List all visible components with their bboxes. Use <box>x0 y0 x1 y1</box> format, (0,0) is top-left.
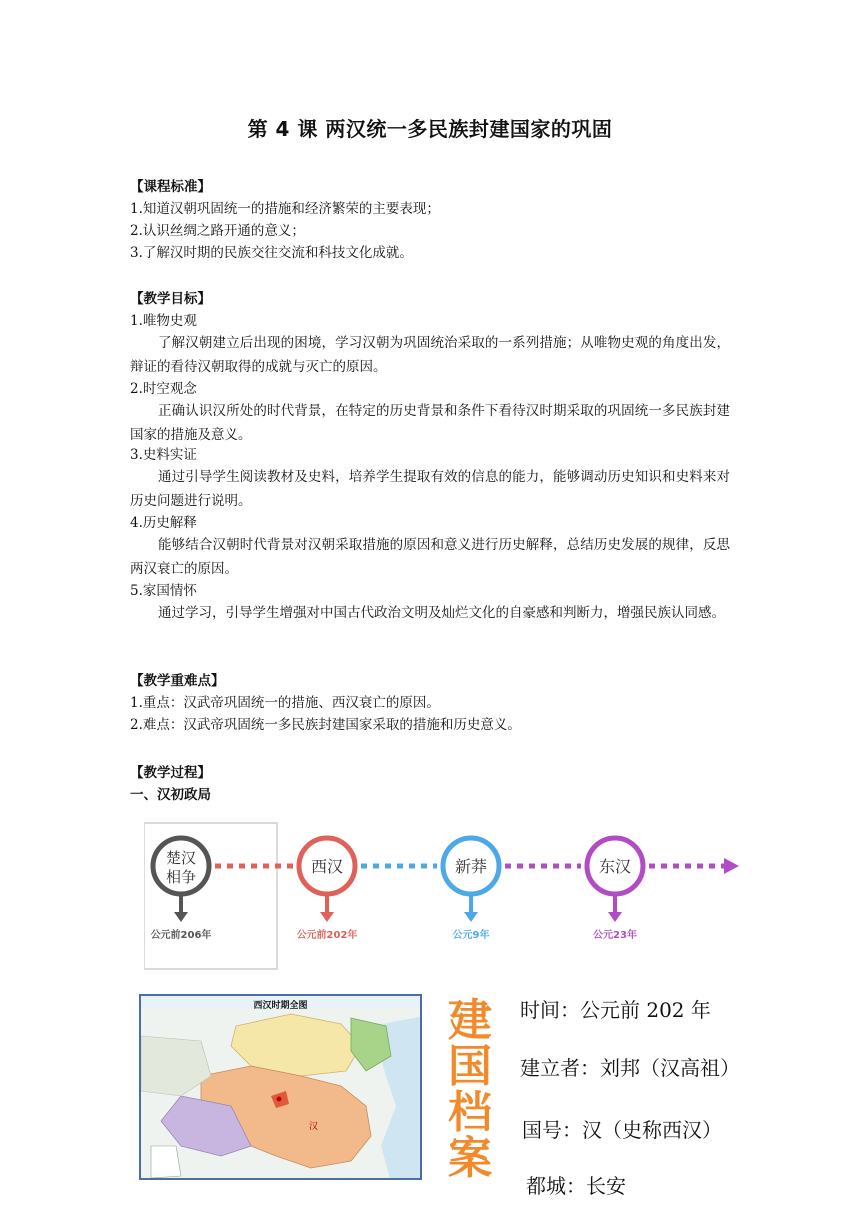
goals-heading: 【教学目标】 <box>130 291 211 307</box>
western-han-map <box>139 994 422 1180</box>
goal-text: 了解汉朝建立后出现的困境，学习汉朝为巩固统治采取的一系列措施；从唯物史观的角度出发，辩证的看待汉朝取得的成就与灭亡的原因。 <box>130 335 730 375</box>
keypoints-heading: 【教学重难点】 <box>130 673 225 689</box>
goal-label: 3.史料实证 <box>130 447 197 463</box>
goal-label: 4.历史解释 <box>130 515 197 531</box>
timeline-node <box>151 838 212 941</box>
info-founder: 建立者：刘邦（汉高祖） <box>520 1056 740 1080</box>
timeline-node-label: 东汉 <box>598 857 632 876</box>
section-heading: 一、汉初政局 <box>130 787 211 803</box>
info-name: 国号：汉（史称西汉） <box>522 1118 722 1142</box>
info-time: 时间：公元前 202 年 <box>520 998 711 1022</box>
timeline-arrow <box>724 858 739 874</box>
timeline-date: 公元9年 <box>452 930 490 941</box>
goal-text: 能够结合汉朝时代背景对汉朝采取措施的原因和意义进行历史解释，总结历史发展的规律，反思两汉衰亡的原因。 <box>130 537 730 577</box>
founding-archive-label <box>444 995 496 1184</box>
standards-item: 1.知道汉朝巩固统一的措施和经济繁荣的主要表现； <box>130 201 440 217</box>
archive-char: 国 <box>448 1041 492 1092</box>
timeline-node-label: 楚汉 <box>165 849 197 867</box>
keypoint-item: 2.难点：汉武帝巩固统一多民族封建国家采取的措施和历史意义。 <box>130 717 521 733</box>
timeline-node <box>587 838 643 941</box>
map-title: 西汉时期全图 <box>253 1001 308 1011</box>
map-capital-label: 汉 <box>309 1122 319 1132</box>
timeline-date: 公元前206年 <box>150 930 212 941</box>
standards-item: 3.了解汉时期的民族交往交流和科技文化成就。 <box>130 245 413 261</box>
archive-char: 档 <box>448 1087 492 1138</box>
goal-text: 通过引导学生阅读教材及史料，培养学生提取有效的信息的能力，能够调动历史知识和史料来对历史问题进行说明。 <box>130 469 730 509</box>
timeline-node-label: 相争 <box>165 868 197 886</box>
timeline-date: 公元23年 <box>593 930 637 941</box>
goal-text: 正确认识汉所处的时代背景，在特定的历史背景和条件下看待汉时期采取的巩固统一多民族封建国家的措施及意义。 <box>130 403 730 443</box>
timeline-node <box>297 838 358 941</box>
timeline-node-label: 西汉 <box>310 857 344 876</box>
goal-label: 5.家国情怀 <box>130 583 197 599</box>
timeline-date: 公元前202年 <box>296 930 358 941</box>
page-title: 第 4 课 两汉统一多民族封建国家的巩固 <box>247 117 613 141</box>
standards-item: 2.认识丝绸之路开通的意义； <box>130 223 305 239</box>
keypoint-item: 1.重点：汉武帝巩固统一的措施、西汉衰亡的原因。 <box>130 695 440 711</box>
dynasty-timeline <box>144 822 744 972</box>
goal-label: 2.时空观念 <box>130 381 197 397</box>
archive-char: 建 <box>448 995 492 1046</box>
archive-char: 案 <box>448 1133 492 1184</box>
process-heading: 【教学过程】 <box>130 765 211 781</box>
timeline-node <box>443 838 499 941</box>
goal-label: 1.唯物史观 <box>130 313 197 329</box>
standards-heading: 【课程标准】 <box>130 179 211 195</box>
goal-text: 通过学习，引导学生增强对中国古代政治文明及灿烂文化的自豪感和判断力，增强民族认同感。 <box>158 605 725 621</box>
timeline-node-label: 新莽 <box>454 857 488 876</box>
info-capital: 都城：长安 <box>526 1174 626 1198</box>
map-graphic <box>141 996 422 1180</box>
